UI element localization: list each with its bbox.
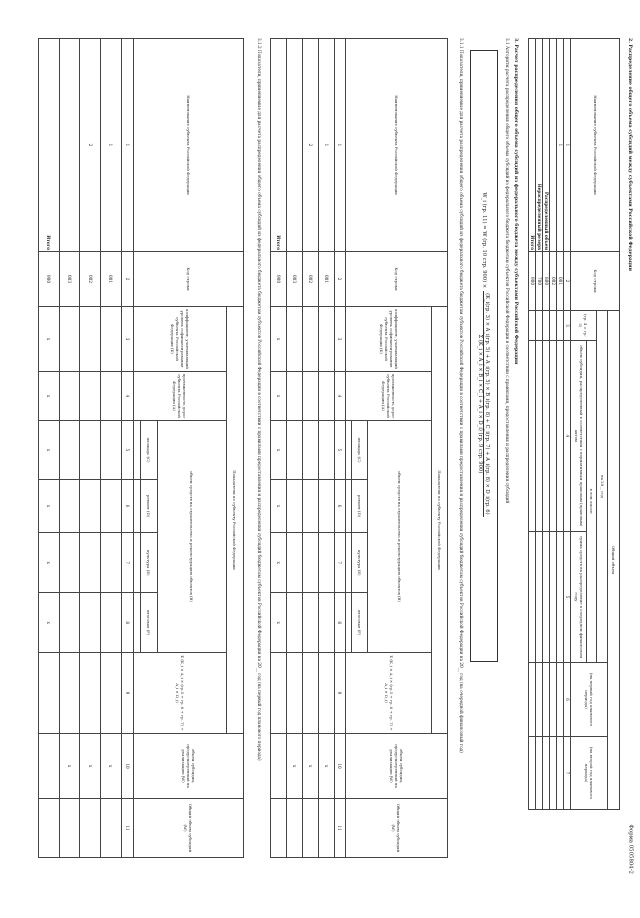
table-row: [39, 39, 60, 858]
t311-total-code: 900: [271, 252, 287, 307]
t312-num: 9: [121, 653, 133, 734]
s2-total-code: 900: [529, 252, 536, 311]
table-row: [271, 39, 287, 858]
t312-num: 5: [121, 421, 133, 480]
t311-num: 3: [334, 307, 345, 372]
t312-col-share: объем субсидии, предусмотренный на реализацию (W): [133, 734, 243, 799]
s2-total: Итого: [529, 39, 536, 252]
form-code: Форма 0505804-2: [628, 824, 634, 874]
t311-row-name: 1: [318, 39, 334, 252]
s2-row2-code: 002: [550, 252, 557, 311]
s2-col-year3: (на второй год планового периода): [571, 737, 608, 810]
t312-col-f: итоговая (F): [140, 593, 157, 653]
s2-col-year1: на 20__ год: [596, 311, 608, 663]
t311-col-share: объем субсидии, предусмотренный на реализацию (W): [345, 734, 447, 799]
t312-num: 4: [121, 372, 133, 421]
s2-num-1: 1: [564, 39, 571, 252]
t311-col-code: Код строки: [345, 252, 447, 307]
x-mark: x: [39, 421, 60, 480]
s2-col-year2: (на первый год планового периода): [571, 663, 608, 737]
t312-row-name: 2: [80, 39, 101, 252]
t312-col-sum: Σ (K_i × A_i × (гр.5 + гр. 6 + гр. 7) + A_i × D_i): [133, 653, 226, 734]
t311-num: 8: [334, 593, 345, 653]
s2-col-sub-a: объем субсидии, распределенный в соответствии с нормативным правовым (правовым) актом: [571, 340, 587, 531]
s2-col-total: Общий объем: [608, 311, 620, 810]
t312-row-name: 1: [101, 39, 122, 252]
table-row: [80, 39, 101, 858]
s2-col-limit: (гр. 4 = гр. 5): [571, 311, 597, 341]
table-row: [536, 39, 543, 810]
table-row: [318, 39, 334, 858]
formula-denominator: Σ (K_i × A_i × B_i × C_i + A_i × D_i) (гр. 9 стр. 900): [477, 334, 484, 474]
t312-num: 6: [121, 480, 133, 533]
t311-col-d: ремонт (D): [352, 480, 368, 533]
table-row: [121, 39, 133, 858]
t311-num: 5: [334, 421, 345, 480]
t311-col-c: площадь (C): [352, 421, 368, 480]
s2-extra1-code: 800: [543, 252, 550, 311]
t312-col-d: ремонт (D): [140, 480, 157, 533]
t312-row-code: 003: [59, 252, 80, 307]
t312-col-a: протяженность дорог субъекта Российской Федерации (A): [133, 372, 226, 421]
x-mark: x: [271, 480, 287, 533]
s2-num-6: 6: [564, 663, 571, 737]
t311-num: 11: [334, 799, 345, 858]
section2-table: [528, 38, 620, 810]
formula-box: [470, 50, 498, 662]
x-mark: x: [271, 533, 287, 593]
section3-subtitle: 3.1 Алгоритм расчета распределения общего объема субсидий из федерального бюджета бюджетам субъектов Российской Федерации в соответствии с правилами, предоставления и распределения субсидий: [505, 38, 510, 504]
s2-col-code: Код строки: [571, 252, 620, 311]
x-mark: x: [39, 372, 60, 421]
t311-col-f: итоговая (F): [352, 593, 368, 653]
section3-title: 3. Расчет распределения общего объема субсидий из федерального бюджета между субъектами Российской Федерации: [513, 38, 518, 365]
formula-left: W_i (гр. 11) = W (гр. 10 стр. 900) ×: [481, 192, 487, 289]
t312-col-indicators: Показатели по субъекту Российской Федерации: [226, 307, 243, 734]
s2-num-4: 4: [564, 340, 571, 531]
s2-col-name: Наименование субъекта Российской Федерации: [571, 39, 620, 252]
t311-col-total: Общий объем субсидий (W): [345, 799, 447, 858]
x-mark: x: [271, 307, 287, 372]
x-mark: x: [287, 734, 303, 799]
t312-col-b: объем средств на строительство и реконструкцию объектов (B): [157, 421, 226, 653]
t311-row-code: 003: [287, 252, 303, 307]
s2-col-sub-b: сумма средств на распределение в очередном финансовом году: [571, 531, 587, 662]
t312-num: 7: [121, 533, 133, 593]
x-mark: x: [302, 734, 318, 799]
t312-row-name: [59, 39, 80, 252]
t312-row-code: 001: [101, 252, 122, 307]
table-row: [529, 39, 536, 810]
t312-num: 3: [121, 307, 133, 372]
t312-num: 8: [121, 593, 133, 653]
t311-col-k: коэффициент, учитывающий уровень софинансирования субъекта Российской Федерации (K): [345, 307, 431, 372]
table-row: [557, 39, 564, 810]
x-mark: x: [271, 372, 287, 421]
t312-col-code: Код строки: [133, 252, 243, 307]
t312-num: 10: [121, 734, 133, 799]
s2-extra2-code: 700: [536, 252, 543, 311]
x-mark: x: [39, 593, 60, 653]
t311-num: 10: [334, 734, 345, 799]
table-312: [38, 38, 244, 858]
s2-col-incl: в том числе:: [587, 340, 596, 662]
subsection-312: 3.1.2 Показатели, применяемые для расчета распределения общего объема субсидий из федерального бюджета бюджетам субъектов Российской Федерации в соответствии с правилами предоставления и распределения субсидий бюджетам субъектов Российской Федерации на 20__ год (на первый год планового периода): [257, 38, 262, 761]
t311-col-name: Наименование субъекта Российской Федерации: [345, 39, 447, 252]
t311-col-b: объем средств на строительство и реконструкцию объектов (B): [368, 421, 432, 653]
t311-num: 1: [334, 39, 345, 252]
s2-extra1: Распределенный объем: [543, 39, 550, 252]
x-mark: x: [39, 480, 60, 533]
table-row: [302, 39, 318, 858]
subsection-311: 3.1.1 Показатели, применяемые для расчета распределения общего объема субсидий из федерального бюджета бюджетам субъектов Российской Федерации в соответствии с правилами предоставления и распределения субсидий бюджетам субъектов Российской Федерации на 20__ год (на очередной финансовый год): [459, 38, 464, 753]
t312-col-e: культура (E): [140, 533, 157, 593]
t311-col-a: протяженность дорог субъекта Российской Федерации (A): [345, 372, 431, 421]
x-mark: x: [39, 307, 60, 372]
formula-numerator: (K_i(гр. 3) × A_i(гр. 5) + A_i(гр. 5) × B_i(гр. 8) + C_i(гр. 7) + A_i(гр. 8) × D_i(гр. 6): [484, 293, 491, 515]
table-row: [101, 39, 122, 858]
t311-num: 9: [334, 653, 345, 734]
t312-num: 2: [121, 252, 133, 307]
t312-num: 1: [121, 39, 133, 252]
t312-total: Итого: [39, 39, 60, 252]
t311-row-name: 2: [302, 39, 318, 252]
t311-total: Итого: [271, 39, 287, 252]
table-row: [334, 39, 345, 858]
table-row: [59, 39, 80, 858]
x-mark: x: [39, 533, 60, 593]
t312-col-c: площадь (C): [140, 421, 157, 480]
t312-num: 11: [121, 799, 133, 858]
table-row: [550, 39, 557, 810]
t312-total-code: 900: [39, 252, 60, 307]
s2-extra2: Нераспределенный резерв: [536, 39, 543, 252]
t312-col-total: Общий объем субсидий (W): [133, 799, 243, 858]
s2-row1-name: 1: [557, 39, 564, 252]
x-mark: x: [271, 421, 287, 480]
t312-col-name: Наименование субъекта Российской Федерации: [133, 39, 243, 252]
t312-col-k: коэффициент, учитывающий уровень софинансирования субъекта Российской Федерации (K): [133, 307, 226, 372]
table-311: [270, 38, 448, 858]
s2-num-5: 5: [564, 531, 571, 662]
s2-num-2: 2: [564, 252, 571, 311]
s2-num-3: 3: [564, 311, 571, 341]
x-mark: x: [59, 734, 80, 799]
s2-row2-name: [550, 39, 557, 252]
t311-row-name: [287, 39, 303, 252]
t311-col-sum: Σ (K_i × A_i × (гр.5 + гр. 6 + гр. 7) + A_i × D_i): [345, 653, 431, 734]
section2-title: 2. Распределение общего объема субсидий между субъектами Российской Федерации: [627, 38, 632, 271]
t312-row-code: 002: [80, 252, 101, 307]
x-mark: x: [271, 593, 287, 653]
t311-row-code: 001: [318, 252, 334, 307]
x-mark: x: [101, 734, 122, 799]
table-row: [287, 39, 303, 858]
x-mark: x: [318, 734, 334, 799]
t311-col-indicators: Показатели по субъекту Российской Федерации: [432, 307, 448, 734]
t311-col-e: культура (E): [352, 533, 368, 593]
t311-num: 4: [334, 372, 345, 421]
s2-row1-code: 001: [557, 252, 564, 311]
x-mark: x: [80, 734, 101, 799]
t311-num: 6: [334, 480, 345, 533]
t311-row-code: 002: [302, 252, 318, 307]
table-row: [543, 39, 550, 810]
t311-num: 2: [334, 252, 345, 307]
s2-num-7: 7: [564, 737, 571, 810]
t311-num: 7: [334, 533, 345, 593]
